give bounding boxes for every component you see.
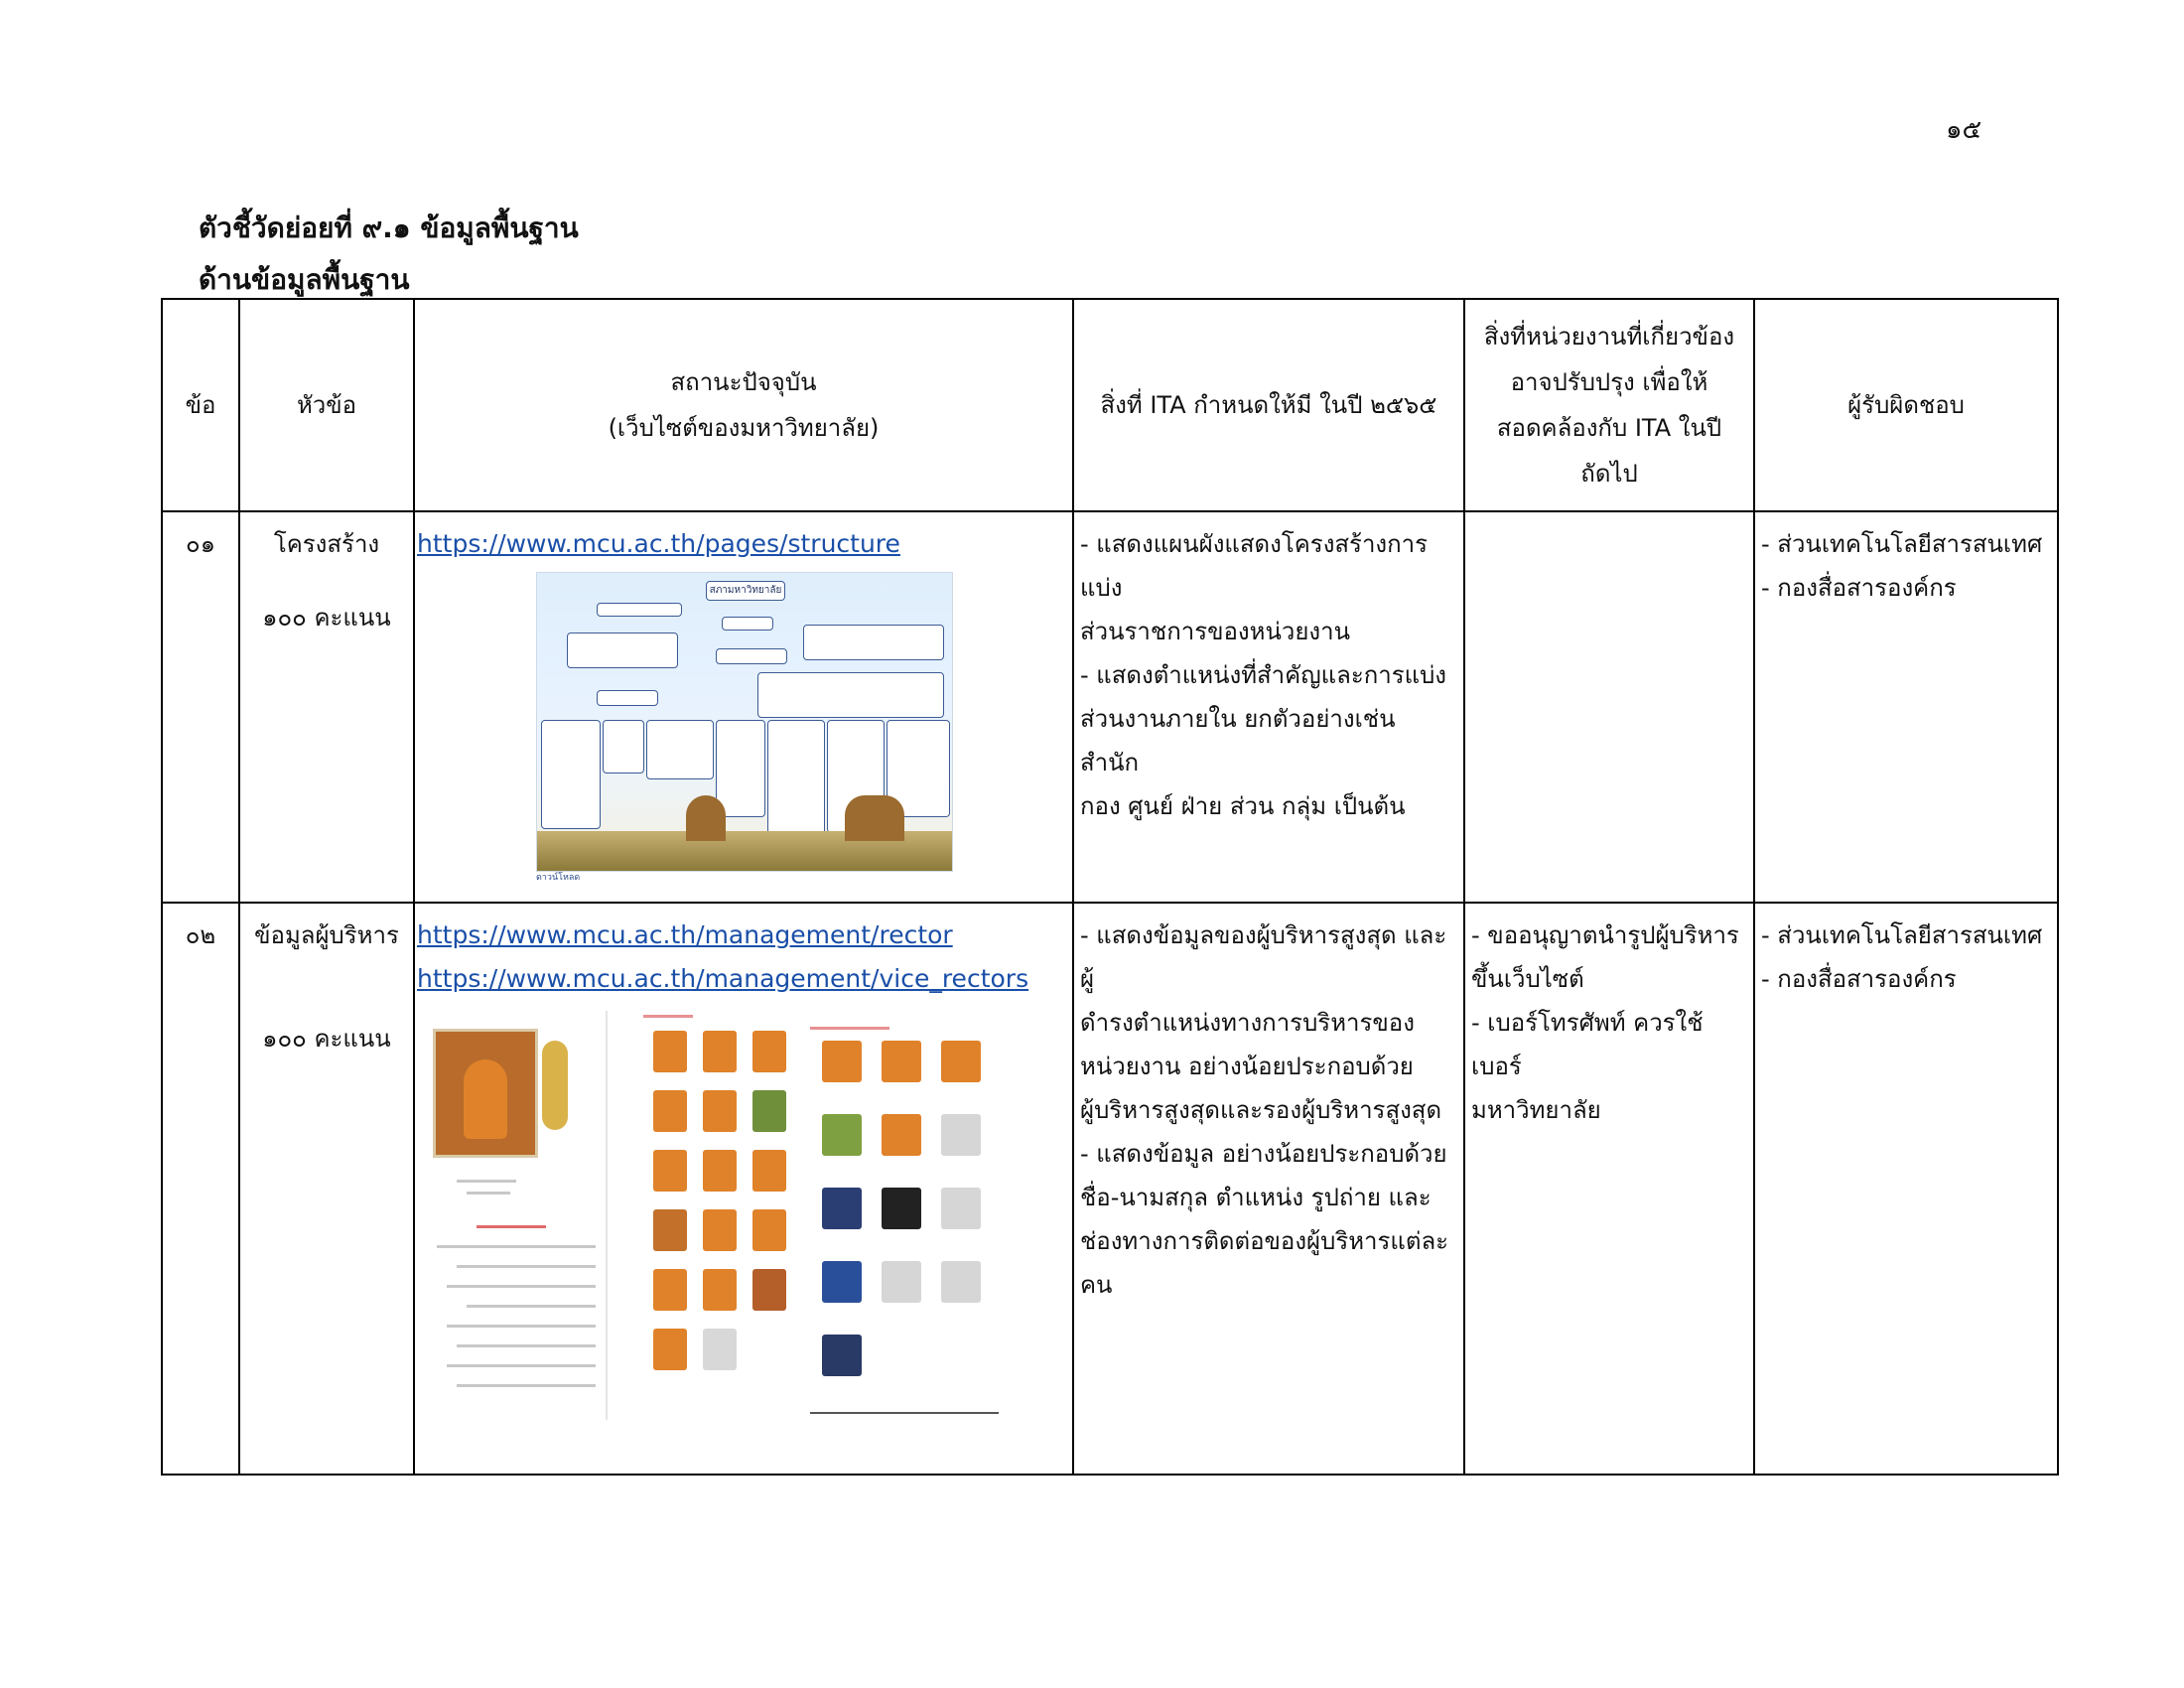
row2-ita-line: - แสดงข้อมูล อย่างน้อยประกอบด้วย <box>1080 1140 1447 1168</box>
row2-status-cell <box>414 903 1073 1475</box>
executives-image <box>417 1011 1001 1420</box>
row1-topic: โครงสร้าง <box>273 530 380 558</box>
row2-ita-line: หน่วยงาน อย่างน้อยประกอบด้วย <box>1080 1053 1414 1080</box>
vice-rector-photo <box>703 1031 737 1072</box>
structure-link[interactable]: https://www.mcu.ac.th/pages/structure <box>417 529 900 558</box>
text-line <box>810 1412 999 1414</box>
assistant-rector-photo <box>882 1188 921 1229</box>
row2-ita-line: - แสดงข้อมูลของผู้บริหารสูงสุด และผู้ <box>1080 921 1447 993</box>
assistant-rector-photo <box>822 1335 862 1376</box>
row1-owner-cell <box>1754 511 2058 903</box>
row2-owner: - ส่วนเทคโนโลยีสารสนเทศ <box>1761 921 2043 949</box>
assistant-rector-photo <box>882 1041 921 1082</box>
row2-ita-line: คน <box>1080 1271 1113 1299</box>
table-header-row <box>162 299 2058 511</box>
assistant-rector-photo <box>882 1114 921 1156</box>
vice-rector-photo <box>703 1209 737 1251</box>
vice-rector-photo <box>653 1031 687 1072</box>
org-box <box>603 720 644 774</box>
text-line <box>447 1285 596 1288</box>
row2-improve-line: - เบอร์โทรศัพท์ ควรใช้เบอร์ <box>1471 1009 1704 1080</box>
header-improve-line3: สอดคล้องกับ ITA ในปี <box>1496 414 1722 442</box>
vice-rector-photo <box>653 1329 687 1370</box>
row1-topic-cell <box>239 511 414 903</box>
row2-owner-cell <box>1754 903 2058 1475</box>
text-line <box>810 1027 889 1030</box>
org-box <box>716 720 765 817</box>
divider <box>606 1011 608 1420</box>
row2-topic-cell <box>239 903 414 1475</box>
row1-ita-line: กอง ศูนย์ ฝ่าย ส่วน กลุ่ม เป็นต้น <box>1080 792 1406 820</box>
org-chart-image <box>536 572 953 872</box>
row1-ita-line: - แสดงตำแหน่งที่สำคัญและการแบ่ง <box>1080 661 1447 689</box>
header-status-line1: สถานะปัจจุบัน <box>670 368 817 396</box>
vice-rectors-link[interactable]: https://www.mcu.ac.th/management/vice_rectors <box>417 964 1029 993</box>
header-status <box>414 299 1073 511</box>
row2-ita-cell <box>1073 903 1464 1475</box>
row2-improve-line: มหาวิทยาลัย <box>1471 1096 1601 1124</box>
text-line <box>457 1265 596 1268</box>
vice-rector-photo <box>752 1269 786 1311</box>
download-link[interactable]: ดาวน์โหลด <box>536 873 581 883</box>
text-line <box>457 1344 596 1347</box>
table-row <box>162 511 2058 903</box>
indicator-table <box>161 298 2059 1476</box>
rector-portrait <box>433 1029 538 1158</box>
row1-no: ๐๑ <box>162 511 239 903</box>
section-heading: ด้านข้อมูลพื้นฐาน <box>199 263 410 296</box>
ceremonial-fan <box>542 1041 568 1130</box>
assistant-rector-photo <box>941 1041 981 1082</box>
row1-owner: - กองสื่อสารองค์กร <box>1761 574 1957 602</box>
header-improve-line1: สิ่งที่หน่วยงานที่เกี่ยวข้อง <box>1483 323 1735 351</box>
text-line <box>477 1225 546 1228</box>
row1-improve-cell <box>1464 511 1754 903</box>
assistant-rector-photo <box>941 1261 981 1303</box>
org-box <box>541 720 601 829</box>
row1-ita-line: ส่วนงานภายใน ยกตัวอย่างเช่น สำนัก <box>1080 705 1396 776</box>
row2-improve-cell <box>1464 903 1754 1475</box>
text-line <box>457 1384 596 1387</box>
org-box <box>597 690 658 706</box>
header-no: ข้อ <box>162 299 239 511</box>
row2-topic: ข้อมูลผู้บริหาร <box>254 921 399 949</box>
row1-owner: - ส่วนเทคโนโลยีสารสนเทศ <box>1761 530 2043 558</box>
text-line <box>643 1015 693 1018</box>
assistant-rector-photo <box>822 1188 862 1229</box>
vice-rector-photo <box>653 1150 687 1192</box>
table-row <box>162 903 2058 1475</box>
vice-rector-photo <box>752 1209 786 1251</box>
org-box <box>757 672 944 718</box>
assistant-rector-photo <box>822 1261 862 1303</box>
row2-owner: - กองสื่อสารองค์กร <box>1761 965 1957 993</box>
header-improve <box>1464 299 1754 511</box>
row2-no: ๐๒ <box>162 903 239 1475</box>
vice-rector-photo <box>653 1209 687 1251</box>
vice-rector-photo <box>752 1090 786 1132</box>
vice-rector-photo <box>703 1090 737 1132</box>
vice-rector-photo <box>703 1269 737 1311</box>
assistant-rector-photo <box>822 1041 862 1082</box>
header-ita: สิ่งที่ ITA กำหนดให้มี ในปี ๒๕๖๕ <box>1073 299 1464 511</box>
row1-ita-line: - แสดงแผนผังแสดงโครงสร้างการแบ่ง <box>1080 530 1429 602</box>
assistant-rector-photo <box>882 1261 921 1303</box>
text-line <box>467 1305 596 1308</box>
vice-rector-photo <box>752 1031 786 1072</box>
indicator-heading: ตัวชี้วัดย่อยที่ ๙.๑ ข้อมูลพื้นฐาน <box>199 211 579 244</box>
row1-score: ๑๐๐ คะแนน <box>262 604 391 632</box>
row2-ita-line: ชื่อ-นามสกุล ตำแหน่ง รูปถ่าย และ <box>1080 1184 1432 1211</box>
assistant-rector-photo <box>941 1114 981 1156</box>
org-box <box>567 633 678 668</box>
text-line <box>437 1245 596 1248</box>
org-box <box>716 648 787 664</box>
org-chart-title: สภามหาวิทยาลัย <box>706 581 785 601</box>
vice-rector-photo <box>653 1269 687 1311</box>
org-box <box>803 625 944 660</box>
vice-rector-photo <box>703 1150 737 1192</box>
row2-score: ๑๐๐ คะแนน <box>262 1025 391 1053</box>
assistant-rector-photo <box>822 1114 862 1156</box>
row1-status-cell <box>414 511 1073 903</box>
header-improve-line4: ถัดไป <box>1580 460 1638 488</box>
row2-improve-line: - ขออนุญาตนำรูปผู้บริหาร <box>1471 921 1739 949</box>
row2-improve-line: ขึ้นเว็บไซต์ <box>1471 965 1584 993</box>
header-status-line2: (เว็บไซต์ของมหาวิทยาลัย) <box>608 414 880 442</box>
campus-building <box>686 795 726 841</box>
text-line <box>447 1325 596 1328</box>
org-box <box>646 720 714 779</box>
org-box <box>597 603 682 617</box>
vice-rector-photo <box>703 1329 737 1370</box>
text-line <box>467 1192 510 1195</box>
header-improve-line2: อาจปรับปรุง เพื่อให้ <box>1510 368 1708 396</box>
text-line <box>457 1180 516 1183</box>
row2-ita-line: ผู้บริหารสูงสุดและรองผู้บริหารสูงสุด <box>1080 1096 1442 1124</box>
vice-rector-photo <box>752 1150 786 1192</box>
row2-ita-line: ช่องทางการติดต่อของผู้บริหารแต่ละ <box>1080 1227 1449 1255</box>
org-box <box>722 617 773 631</box>
row2-ita-line: ดำรงตำแหน่งทางการบริหารของ <box>1080 1009 1415 1037</box>
vice-rector-photo <box>653 1090 687 1132</box>
campus-building <box>845 795 904 841</box>
assistant-rector-photo <box>941 1188 981 1229</box>
row1-ita-line: ส่วนราชการของหน่วยงาน <box>1080 618 1350 645</box>
header-topic: หัวข้อ <box>239 299 414 511</box>
text-line <box>447 1364 596 1367</box>
header-owner: ผู้รับผิดชอบ <box>1754 299 2058 511</box>
rector-link[interactable]: https://www.mcu.ac.th/management/rector <box>417 920 953 949</box>
row1-ita-cell <box>1073 511 1464 903</box>
page-number: ๑๕ <box>1946 115 1982 145</box>
